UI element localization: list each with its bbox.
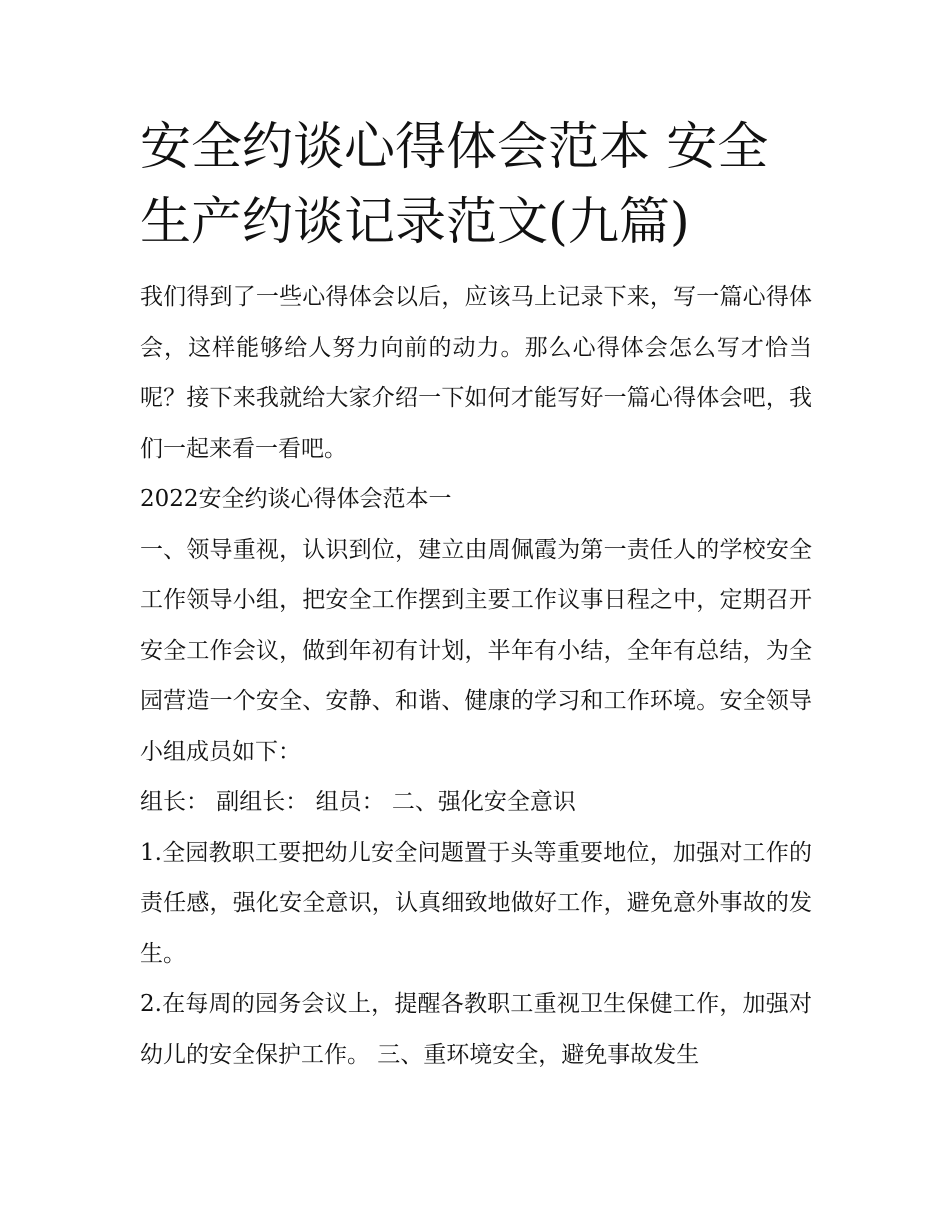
document-title: 安全约谈心得体会范本 安全生产约谈记录范文(九篇) (140, 118, 769, 252)
document-body (140, 110, 812, 1080)
section-heading: 2022安全约谈心得体会范本一 (140, 486, 452, 512)
paragraph-team-roles: 组长： 副组长： 组员： 二、强化安全意识 (140, 789, 576, 815)
intro-paragraph: 我们得到了一些心得体会以后，应该马上记录下来，写一篇心得体会，这样能够给人努力向前的动力。那么心得体会怎么写才恰当呢？接下来我就给大家介绍一下如何才能写好一篇心得体会吧，我们一起来看一看吧。 (140, 284, 812, 462)
paragraph-leadership: 一、领导重视，认识到位，建立由周佩霞为第一责任人的学校安全工作领导小组，把安全工作摆到主要工作议事日程之中，定期召开安全工作会议，做到年初有计划，半年有小结，全年有总结，为全园营造一个安全、安静、和谐、健康的学习和工作环境。安全领导小组成员如下： (140, 536, 812, 765)
paragraph-item-2: 2.在每周的园务会议上，提醒各教职工重视卫生保健工作，加强对幼儿的安全保护工作。 三、重环境安全，避免事故发生 (140, 991, 812, 1068)
paragraph-item-1: 1.全园教职工要把幼儿安全问题置于头等重要地位，加强对工作的责任感，强化安全意识，认真细致地做好工作，避免意外事故的发生。 (140, 839, 812, 967)
